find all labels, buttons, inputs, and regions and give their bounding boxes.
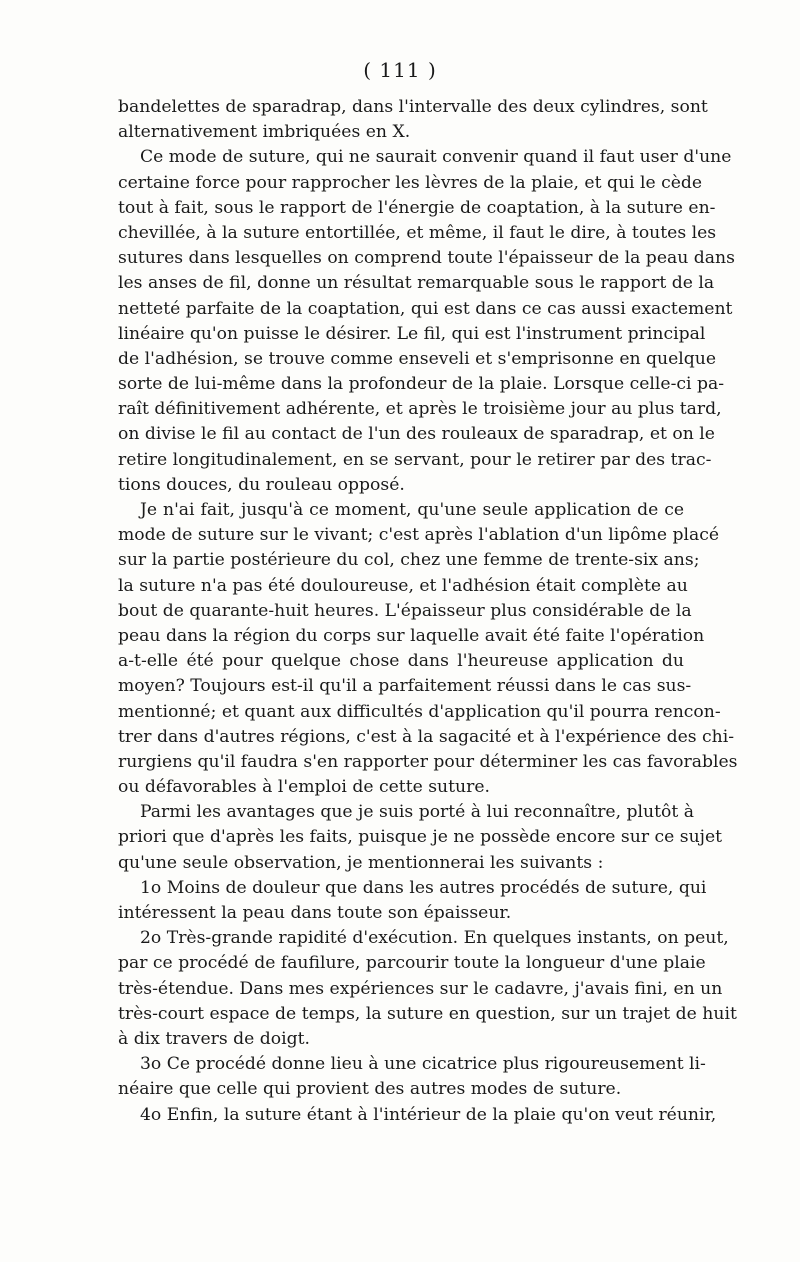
- text-line: qu'une seule observation, je mentionnerai les suivants :: [118, 852, 604, 873]
- text-line: de l'adhésion, se trouve comme enseveli et s'emprisonne en quelque: [118, 348, 717, 369]
- text-line: à dix travers de doigt.: [118, 1028, 310, 1049]
- text-line: sutures dans lesquelles on comprend toute l'épaisseur de la peau dans: [118, 248, 735, 269]
- text-line: rurgiens qu'il faudra s'en rapporter pour déterminer les cas favorables: [118, 751, 738, 772]
- text-line: priori que d'après les faits, puisque je ne possède encore sur ce sujet: [118, 827, 723, 848]
- text-line: sorte de lui-même dans la profondeur de la plaie. Lorsque celle-ci pa-: [118, 374, 725, 395]
- text-line: trer dans d'autres régions, c'est à la sagacité et à l'expérience des chi-: [118, 726, 735, 747]
- text-line: raît définitivement adhérente, et après le troisième jour au plus tard,: [118, 399, 722, 420]
- text-line: néaire que celle qui provient des autres modes de suture.: [118, 1079, 622, 1100]
- text-line: 2o Très-grande rapidité d'exécution. En quelques instants, on peut,: [140, 928, 729, 949]
- text-line: par ce procédé de faufilure, parcourir toute la longueur d'une plaie: [118, 953, 706, 974]
- text-line: tions douces, du rouleau opposé.: [118, 474, 405, 495]
- text-line: alternativement imbriquées en X.: [118, 122, 411, 143]
- text-line: les anses de fil, donne un résultat remarquable sous le rapport de la: [118, 273, 715, 294]
- paragraph: [118, 95, 708, 145]
- text-line: on divise le fil au contact de l'un des rouleaux de sparadrap, et on le: [118, 424, 715, 445]
- paragraph: [118, 800, 723, 876]
- list-item: [118, 1052, 706, 1102]
- list-item: [118, 926, 737, 1052]
- text-line: sur la partie postérieure du col, chez une femme de trente-six ans;: [118, 550, 700, 571]
- text-line: chevillée, à la suture entortillée, et même, il faut le dire, à toutes les: [118, 222, 717, 243]
- text-line: 1o Moins de douleur que dans les autres procédés de suture, qui: [140, 877, 707, 898]
- text-line: retire longitudinalement, en se servant, pour le retirer par des trac-: [118, 449, 712, 470]
- list-item: [118, 1103, 717, 1128]
- text-line: Ce mode de suture, qui ne saurait convenir quand il faut user d'une: [140, 147, 732, 168]
- text-line: la suture n'a pas été douloureuse, et l'adhésion était complète au: [118, 575, 688, 596]
- text-line: linéaire qu'on puisse le désirer. Le fil, qui est l'instrument principal: [118, 323, 706, 344]
- text-line: mentionné; et quant aux difficultés d'application qu'il pourra rencon-: [118, 701, 721, 722]
- text-line: bout de quarante-huit heures. L'épaisseur plus considérable de la: [118, 600, 692, 621]
- text-line: 3o Ce procédé donne lieu à une cicatrice plus rigoureusement li-: [140, 1054, 706, 1075]
- text-line: ou défavorables à l'emploi de cette suture.: [118, 777, 490, 798]
- text-line: très-étendue. Dans mes expériences sur le cadavre, j'avais fini, en un: [118, 978, 723, 999]
- page-number: ( 111 ): [363, 58, 437, 82]
- text-line: mode de suture sur le vivant; c'est après l'ablation d'un lipôme placé: [118, 525, 720, 546]
- text-line: très-court espace de temps, la suture en question, sur un trajet de huit: [118, 1003, 737, 1024]
- text-line: tout à fait, sous le rapport de l'énergie de coaptation, à la suture en-: [118, 197, 716, 218]
- text-line: netteté parfaite de la coaptation, qui est dans ce cas aussi exactement: [118, 298, 733, 319]
- text-line: a-t-elle été pour quelque chose dans l'heureuse application du: [118, 651, 684, 672]
- list-item: [118, 876, 707, 926]
- text-line: Je n'ai fait, jusqu'à ce moment, qu'une seule application de ce: [140, 500, 684, 520]
- text-line: certaine force pour rapprocher les lèvres de la plaie, et qui le cède: [118, 172, 703, 193]
- text-line: intéressent la peau dans toute son épaisseur.: [118, 903, 512, 923]
- text-line: bandelettes de sparadrap, dans l'intervalle des deux cylindres, sont: [118, 97, 708, 117]
- text-line: 4o Enfin, la suture étant à l'intérieur de la plaie qu'on veut réunir,: [140, 1104, 717, 1125]
- body-text: [118, 95, 738, 1128]
- paragraph: [118, 145, 735, 498]
- paragraph: [118, 498, 738, 800]
- text-line: peau dans la région du corps sur laquelle avait été faite l'opération: [118, 625, 705, 646]
- text-line: Parmi les avantages que je suis porté à lui reconnaître, plutôt à: [140, 802, 694, 823]
- text-line: moyen? Toujours est-il qu'il a parfaitement réussi dans le cas sus-: [118, 676, 692, 697]
